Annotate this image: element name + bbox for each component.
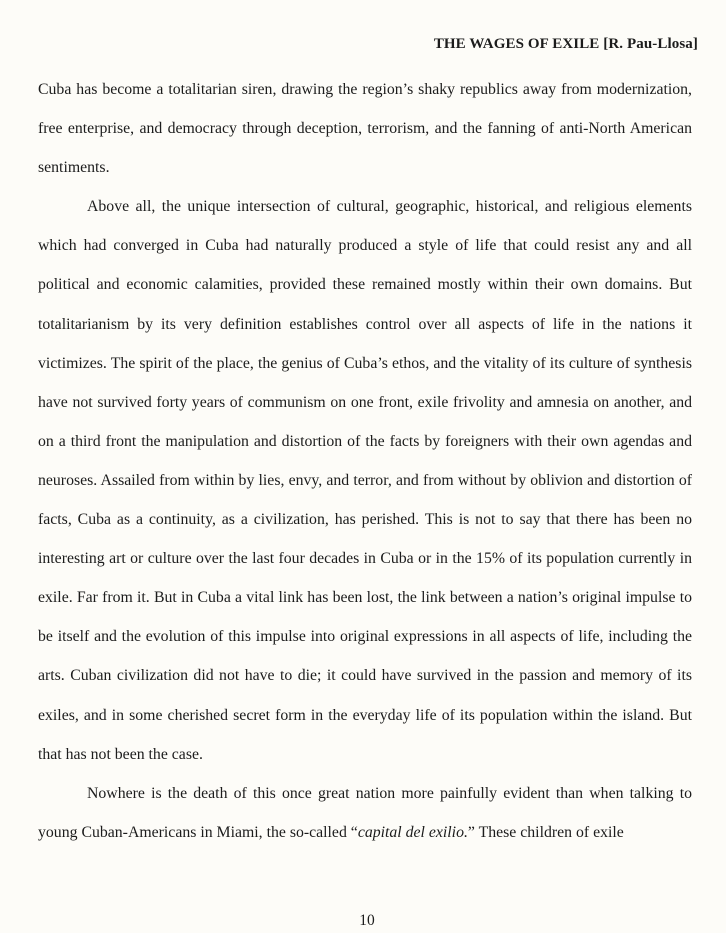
paragraph-3	[38, 774, 692, 852]
paragraph-3-text-before: Nowhere is the death of this once great nation more painfully evident than when talking to young Cuban-Americans in Miami, the so-called “	[38, 784, 692, 841]
paragraph-2: Above all, the unique intersection of cultural, geographic, historical, and religious elements which had converged in Cuba had naturally produced a style of life that could resist any and all political and economic calamities, provided these remained mostly within their own domains. But totalitarianism by its very definition establishes control over all aspects of life in the nations it victimizes. The spirit of the place, the genius of Cuba’s ethos, and the vitality of its culture of synthesis have not survived forty years of communism on one front, exile frivolity and amnesia on another, and on a third front the manipulation and distortion of the facts by foreigners with their own agendas and neuroses. Assailed from within by lies, envy, and terror, and from without by oblivion and distortion of facts, Cuba as a continuity, as a civilization, has perished. This is not to say that there has been no interesting art or culture over the last four decades in Cuba or in the 15% of its population currently in exile. Far from it. But in Cuba a vital link has been lost, the link between a nation’s original impulse to be itself and the evolution of this impulse into original expressions in all aspects of life, including the arts. Cuban civilization did not have to die; it could have survived in the passion and memory of its exiles, and in some cherished secret form in the everyday life of its population within the island. But that has not been the case.	[38, 198, 692, 763]
paragraph-3-text-after: ” These children of exile	[467, 823, 624, 841]
body-text	[38, 70, 692, 852]
paragraph-1: Cuba has become a totalitarian siren, drawing the region’s shaky republics away from modernization, free enterprise, and democracy through deception, terrorism, and the fanning of anti-North American sentiments.	[38, 81, 692, 177]
paragraph-3-italic-phrase: capital del exilio.	[357, 823, 468, 841]
running-header: THE WAGES OF EXILE [R. Pau-Llosa]	[433, 36, 698, 52]
page-number: 10	[359, 912, 375, 929]
